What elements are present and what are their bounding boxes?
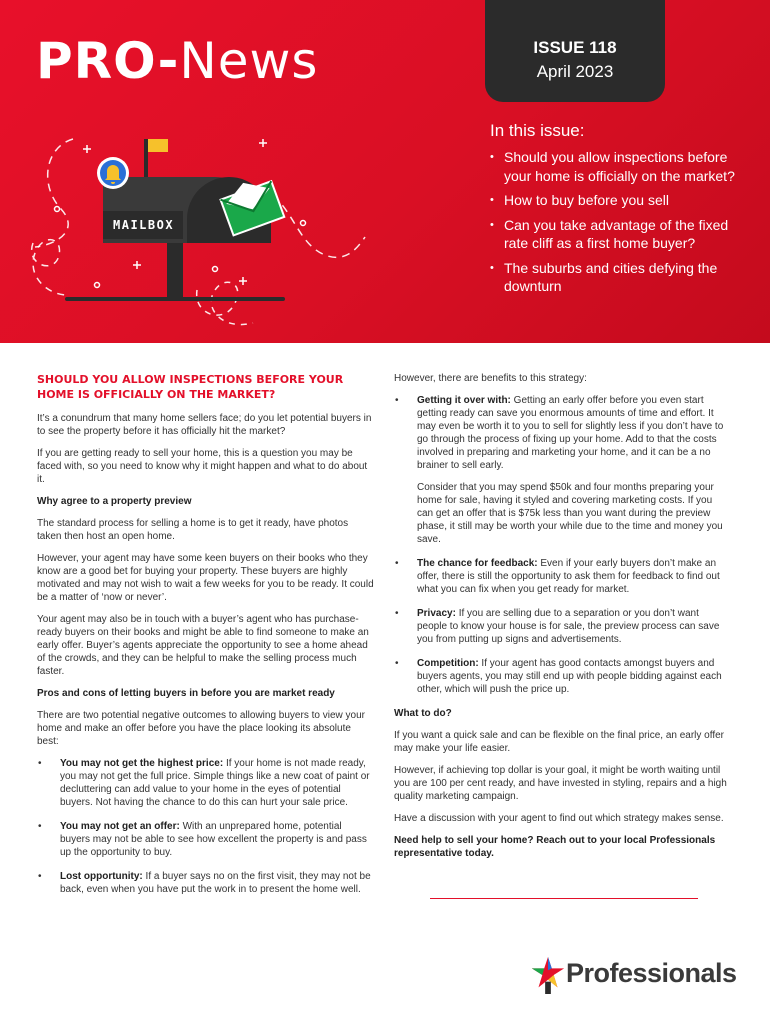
list-item: [394, 394, 728, 546]
list-item: [37, 870, 374, 896]
in-this-issue-item: • Can you take advantage of the fixed rate cliff as a first home buyer?: [490, 216, 740, 253]
article-paragraph: However, your agent may have some keen buyers on their books who they know are a good bet for buying your property. These buyers are highly motivated and may not wish to wait a few weeks for you to be ready. It could be a matter of ‘now or never’.: [37, 553, 374, 603]
subheading-why-agree: Why agree to a property preview: [37, 496, 192, 507]
list-item: [394, 557, 728, 596]
bullet-lead: Privacy:: [417, 608, 456, 619]
bullet-text: If a buyer says no on the first visit, they may not be back, even when you have put the work in to present the home well.: [60, 871, 371, 895]
bullet-text: If your home is not made ready, you may not get the full price. Simple things like a new coat of paint or decluttering can add value to your home in the eyes of potential buyers. Not having the chance to do this can hurt your sale price.: [60, 758, 370, 808]
call-to-action: Need help to sell your home? Reach out to your local Professionals representative today.: [394, 835, 716, 859]
bullet-lead: You may not get the highest price:: [60, 758, 224, 769]
bullet-text: Getting an early offer before you even start getting ready can save you enormous amounts of time and effort. It may even be worth it to you to sell for slightly less if you don’t have to go through the process of fixing up your home. Add to that the costs involved in preparing and marketing your home, and it can be a no brainer to sell early.: [417, 395, 724, 471]
cons-list: [37, 757, 374, 896]
in-this-issue-list: [490, 148, 740, 302]
mailbox-label: MAILBOX: [113, 218, 175, 232]
article-paragraph: There are two potential negative outcomes to allowing buyers to view your home and make an offer before you have the place looking its absolute best:: [37, 710, 365, 747]
bullet-lead: You may not get an offer:: [60, 821, 180, 832]
bullet-lead: The chance for feedback:: [417, 558, 538, 569]
article-paragraph: If you are getting ready to sell your home, this is a question you may be faced with, so you need to know why it might happen and what to do about it.: [37, 448, 368, 485]
list-item: [37, 757, 374, 809]
in-this-issue-item: • The suburbs and cities defying the downturn: [490, 259, 740, 296]
bullet-lead: Lost opportunity:: [60, 871, 143, 882]
subheading-what-to-do: What to do?: [394, 708, 452, 719]
issue-date: April 2023: [536, 62, 614, 81]
list-item: [394, 657, 728, 696]
dashed-swirl-left: [35, 139, 73, 247]
article-paragraph: If you want a quick sale and can be flexible on the final price, an early offer may make your life easier.: [394, 730, 725, 754]
professionals-wordmark: Professionals: [566, 958, 737, 988]
mailbox-ground: [65, 297, 285, 301]
article-paragraph: However, there are benefits to this strategy:: [394, 373, 587, 384]
divider-rule: [430, 898, 698, 899]
article-right-column: [394, 372, 728, 869]
list-item: [394, 607, 728, 646]
issue-number: ISSUE 118: [533, 38, 617, 57]
dashed-swirl-bottom-left: [32, 240, 65, 295]
article-title: SHOULD YOU ALLOW INSPECTIONS BEFORE YOUR HOME IS OFFICIALLY ON THE MARKET?: [37, 373, 344, 401]
mailbox-illustration: [25, 125, 375, 340]
bullet-extra: Consider that you may spend $50k and four months preparing your home for sale, having it styled and covering marketing costs. If you can get an offer that is $75k less than you want during the preview phase, it still may be worth your while due to the time and money you save.: [417, 482, 723, 545]
in-this-issue-item: • How to buy before you sell: [490, 191, 740, 210]
pro-news-logo: [36, 32, 318, 90]
mailbox-post: [167, 241, 183, 299]
list-item: [37, 820, 374, 859]
bullet-lead: Getting it over with:: [417, 395, 511, 406]
bullet-lead: Competition:: [417, 658, 479, 669]
article-paragraph: Your agent may also be in touch with a buyer’s agent who has purchase-ready buyers on their books and might be able to find someone to make an early offer. Buyer’s agents appreciate the opportunity to see a home ahead of the crowds, and they can be helpful to make the selling process much faster.: [37, 614, 369, 677]
logo-news: News: [179, 32, 319, 90]
newsletter-header: [0, 0, 770, 343]
mailbox-flag: [148, 139, 168, 152]
bullet-text: If you are selling due to a separation or you don’t want people to know your house is for sale, the preview process can save you from putting up signs and advertisements.: [417, 608, 720, 645]
professionals-star-logo-icon: [529, 954, 567, 996]
in-this-issue-item: • Should you allow inspections before your home is officially on the market?: [490, 148, 740, 185]
bullet-text: If your agent has good contacts amongst buyers and buyers agents, you may still end up with people bidding against each other, which will push the price up.: [417, 658, 722, 695]
article-paragraph: However, if achieving top dollar is your goal, it might be worth waiting until you are 100 per cent ready, and have invested in styling, repairs and a high quality marketing campaign.: [394, 765, 727, 802]
issue-badge: [485, 0, 665, 102]
bullet-text: With an unprepared home, potential buyers may not be able to see how excellent the property is and pass up the opportunity to buy.: [60, 821, 367, 858]
article-left-column: [37, 372, 374, 907]
subheading-pros-cons: Pros and cons of letting buyers in before you are market ready: [37, 688, 335, 699]
dashed-swirl-bottom-right: [197, 282, 253, 324]
article-paragraph: It’s a conundrum that many home sellers face; do you let potential buyers in to see the property before it has officially hit the market?: [37, 413, 372, 437]
bullet-text: Even if your early buyers don’t make an offer, there is still the opportunity to ask them for feedback to find out what you can fix when you get ready for market.: [417, 558, 720, 595]
logo-pro: PRO-: [36, 32, 180, 90]
article-paragraph: Have a discussion with your agent to find out which strategy makes sense.: [394, 813, 724, 824]
in-this-issue-title: In this issue:: [490, 121, 585, 140]
benefits-list: [394, 394, 728, 696]
dashed-swirl-right: [273, 195, 365, 257]
article-paragraph: The standard process for selling a home is to get it ready, have photos taken then host an open home.: [37, 518, 349, 542]
